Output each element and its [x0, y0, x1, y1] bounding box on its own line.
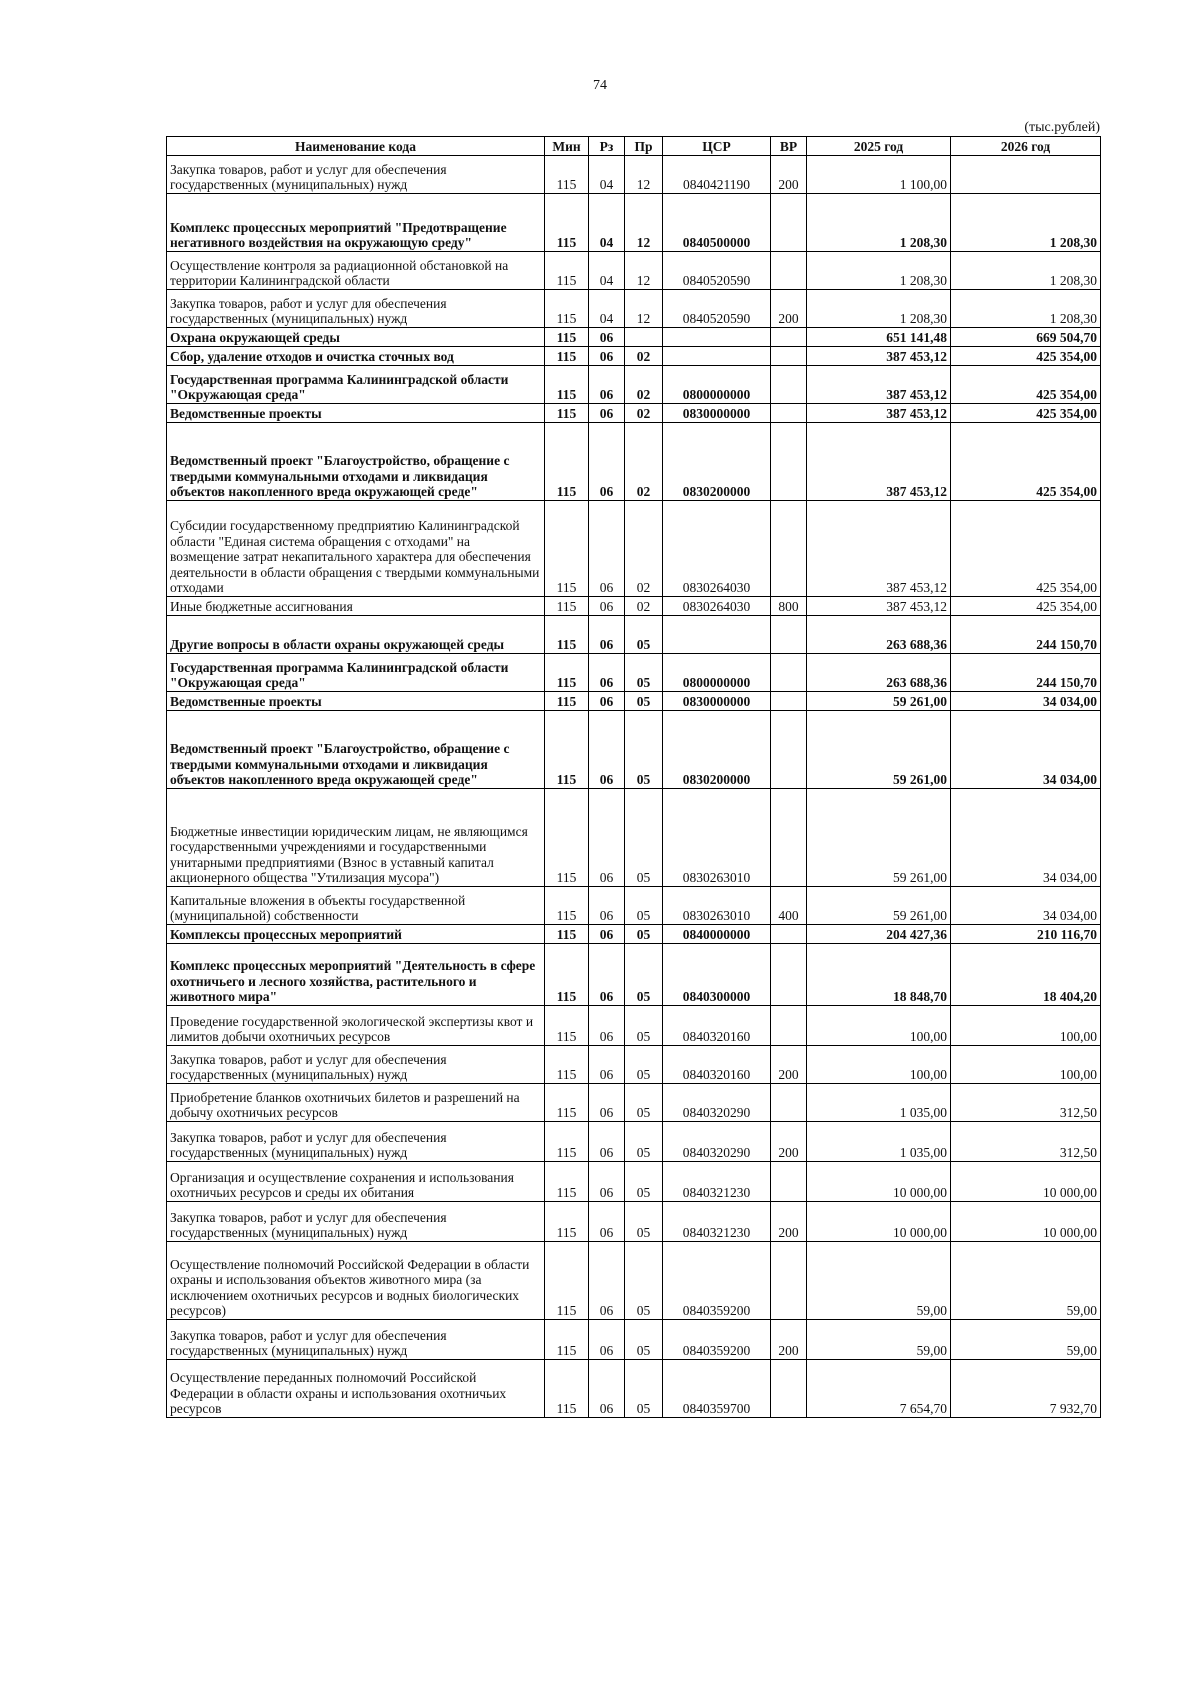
cell-min: 115 — [545, 423, 589, 501]
header-2025: 2025 год — [807, 137, 951, 156]
table-row — [167, 1046, 1101, 1084]
cell-csr: 0830263010 — [663, 789, 771, 887]
cell-min: 115 — [545, 1202, 589, 1242]
header-2026: 2026 год — [951, 137, 1101, 156]
header-csr: ЦСР — [663, 137, 771, 156]
cell-y2026: 34 034,00 — [951, 887, 1101, 925]
cell-name: Организация и осуществление сохранения и использования охотничьих ресурсов и среды их обитания — [167, 1162, 545, 1202]
cell-name: Комплекс процессных мероприятий "Предотвращение негативного воздействия на окружающую среду" — [167, 194, 545, 252]
cell-vr — [771, 711, 807, 789]
cell-y2025: 59 261,00 — [807, 711, 951, 789]
header-rz: Рз — [589, 137, 625, 156]
cell-min: 115 — [545, 1360, 589, 1418]
cell-pr: 12 — [625, 252, 663, 290]
cell-name: Комплекс процессных мероприятий "Деятельность в сфере охотничьего и лесного хозяйства, растительного и животного мира" — [167, 944, 545, 1006]
cell-y2025: 7 654,70 — [807, 1360, 951, 1418]
cell-y2026: 59,00 — [951, 1320, 1101, 1360]
cell-y2025: 1 208,30 — [807, 290, 951, 328]
cell-pr: 12 — [625, 194, 663, 252]
cell-csr: 0840321230 — [663, 1202, 771, 1242]
cell-y2026: 425 354,00 — [951, 347, 1101, 366]
table-body — [167, 156, 1101, 1418]
cell-min: 115 — [545, 501, 589, 597]
cell-rz: 04 — [589, 252, 625, 290]
cell-name: Ведомственные проекты — [167, 692, 545, 711]
table-row — [167, 1122, 1101, 1162]
cell-vr — [771, 252, 807, 290]
cell-csr — [663, 347, 771, 366]
cell-y2026: 1 208,30 — [951, 194, 1101, 252]
cell-name: Капитальные вложения в объекты государственной (муниципальной) собственности — [167, 887, 545, 925]
cell-csr — [663, 616, 771, 654]
cell-csr: 0830200000 — [663, 711, 771, 789]
cell-min: 115 — [545, 1320, 589, 1360]
cell-pr: 05 — [625, 944, 663, 1006]
cell-y2025: 387 453,12 — [807, 501, 951, 597]
cell-rz: 06 — [589, 654, 625, 692]
cell-name: Осуществление контроля за радиационной обстановкой на территории Калининградской области — [167, 252, 545, 290]
cell-min: 115 — [545, 1084, 589, 1122]
cell-pr: 02 — [625, 423, 663, 501]
cell-rz: 06 — [589, 1202, 625, 1242]
cell-name: Закупка товаров, работ и услуг для обеспечения государственных (муниципальных) нужд — [167, 1202, 545, 1242]
table-row — [167, 1084, 1101, 1122]
cell-y2025: 10 000,00 — [807, 1202, 951, 1242]
table-row — [167, 1006, 1101, 1046]
cell-y2026: 210 116,70 — [951, 925, 1101, 944]
table-row — [167, 654, 1101, 692]
cell-csr: 0840520590 — [663, 290, 771, 328]
cell-rz: 06 — [589, 711, 625, 789]
cell-vr — [771, 944, 807, 1006]
cell-name: Закупка товаров, работ и услуг для обеспечения государственных (муниципальных) нужд — [167, 156, 545, 194]
cell-rz: 04 — [589, 290, 625, 328]
cell-rz: 06 — [589, 404, 625, 423]
budget-table — [166, 136, 1101, 1418]
cell-name: Осуществление полномочий Российской Федерации в области охраны и использования объектов животного мира (за исключением охотничьих ресурсов и водных биологических ресурсов) — [167, 1242, 545, 1320]
table-row — [167, 1320, 1101, 1360]
cell-y2025: 1 208,30 — [807, 194, 951, 252]
cell-min: 115 — [545, 366, 589, 404]
cell-y2025: 1 035,00 — [807, 1084, 951, 1122]
cell-csr: 0830000000 — [663, 404, 771, 423]
cell-y2025: 18 848,70 — [807, 944, 951, 1006]
table-row — [167, 1242, 1101, 1320]
cell-name: Закупка товаров, работ и услуг для обеспечения государственных (муниципальных) нужд — [167, 1046, 545, 1084]
cell-y2026: 59,00 — [951, 1242, 1101, 1320]
cell-name: Ведомственный проект "Благоустройство, обращение с твердыми коммунальными отходами и ликвидация объектов накопленного вреда окружающей среде" — [167, 423, 545, 501]
table-row — [167, 404, 1101, 423]
table-row — [167, 156, 1101, 194]
cell-name: Проведение государственной экологической экспертизы квот и лимитов добычи охотничьих ресурсов — [167, 1006, 545, 1046]
cell-vr — [771, 501, 807, 597]
cell-rz: 06 — [589, 616, 625, 654]
table-row — [167, 597, 1101, 616]
cell-csr: 0840321230 — [663, 1162, 771, 1202]
cell-rz: 06 — [589, 1046, 625, 1084]
cell-vr — [771, 194, 807, 252]
cell-csr: 0840500000 — [663, 194, 771, 252]
cell-min: 115 — [545, 692, 589, 711]
cell-csr: 0840320160 — [663, 1006, 771, 1046]
cell-vr: 400 — [771, 887, 807, 925]
cell-rz: 06 — [589, 1162, 625, 1202]
cell-vr: 200 — [771, 1122, 807, 1162]
cell-min: 115 — [545, 887, 589, 925]
cell-y2026: 1 208,30 — [951, 252, 1101, 290]
cell-min: 115 — [545, 1242, 589, 1320]
cell-y2026: 244 150,70 — [951, 654, 1101, 692]
cell-vr: 800 — [771, 597, 807, 616]
cell-name: Бюджетные инвестиции юридическим лицам, не являющимся государственными учреждениями и государственными унитарными предприятиями (Взнос в уставный капитал акционерного общества "Утилизация мусора") — [167, 789, 545, 887]
cell-y2026: 669 504,70 — [951, 328, 1101, 347]
cell-y2026: 34 034,00 — [951, 789, 1101, 887]
table-row — [167, 711, 1101, 789]
cell-min: 115 — [545, 194, 589, 252]
cell-vr: 200 — [771, 1320, 807, 1360]
cell-vr — [771, 616, 807, 654]
cell-csr: 0840320290 — [663, 1122, 771, 1162]
cell-name: Комплексы процессных мероприятий — [167, 925, 545, 944]
cell-y2025: 59 261,00 — [807, 887, 951, 925]
cell-rz: 06 — [589, 328, 625, 347]
table-row — [167, 290, 1101, 328]
cell-vr — [771, 692, 807, 711]
cell-y2025: 263 688,36 — [807, 616, 951, 654]
table-row — [167, 944, 1101, 1006]
cell-csr: 0830263010 — [663, 887, 771, 925]
cell-csr: 0840300000 — [663, 944, 771, 1006]
cell-y2025: 1 100,00 — [807, 156, 951, 194]
cell-y2025: 651 141,48 — [807, 328, 951, 347]
header-pr: Пр — [625, 137, 663, 156]
cell-pr: 05 — [625, 925, 663, 944]
cell-vr — [771, 404, 807, 423]
cell-min: 115 — [545, 597, 589, 616]
table-row — [167, 194, 1101, 252]
cell-min: 115 — [545, 616, 589, 654]
cell-min: 115 — [545, 252, 589, 290]
cell-y2026 — [951, 156, 1101, 194]
cell-y2026: 34 034,00 — [951, 692, 1101, 711]
cell-pr: 05 — [625, 1006, 663, 1046]
cell-name: Охрана окружающей среды — [167, 328, 545, 347]
cell-rz: 06 — [589, 925, 625, 944]
cell-y2026: 425 354,00 — [951, 404, 1101, 423]
cell-y2026: 425 354,00 — [951, 597, 1101, 616]
cell-csr: 0840320160 — [663, 1046, 771, 1084]
cell-y2025: 387 453,12 — [807, 366, 951, 404]
cell-y2026: 10 000,00 — [951, 1162, 1101, 1202]
cell-y2025: 263 688,36 — [807, 654, 951, 692]
cell-name: Осуществление переданных полномочий Российской Федерации в области охраны и использования охотничьих ресурсов — [167, 1360, 545, 1418]
cell-min: 115 — [545, 404, 589, 423]
cell-name: Иные бюджетные ассигнования — [167, 597, 545, 616]
cell-y2026: 10 000,00 — [951, 1202, 1101, 1242]
cell-vr — [771, 1162, 807, 1202]
cell-pr: 05 — [625, 1046, 663, 1084]
table-row — [167, 1202, 1101, 1242]
cell-vr — [771, 328, 807, 347]
cell-y2025: 1 208,30 — [807, 252, 951, 290]
cell-csr: 0830000000 — [663, 692, 771, 711]
cell-name: Государственная программа Калининградской области "Окружающая среда" — [167, 366, 545, 404]
cell-vr: 200 — [771, 1202, 807, 1242]
cell-name: Приобретение бланков охотничьих билетов и разрешений на добычу охотничьих ресурсов — [167, 1084, 545, 1122]
cell-rz: 06 — [589, 1122, 625, 1162]
cell-y2025: 1 035,00 — [807, 1122, 951, 1162]
cell-y2025: 59,00 — [807, 1320, 951, 1360]
cell-min: 115 — [545, 1162, 589, 1202]
table-row — [167, 925, 1101, 944]
cell-min: 115 — [545, 1046, 589, 1084]
cell-rz: 06 — [589, 1320, 625, 1360]
cell-y2025: 100,00 — [807, 1006, 951, 1046]
cell-min: 115 — [545, 944, 589, 1006]
cell-vr — [771, 789, 807, 887]
cell-name: Закупка товаров, работ и услуг для обеспечения государственных (муниципальных) нужд — [167, 1122, 545, 1162]
cell-y2026: 100,00 — [951, 1046, 1101, 1084]
cell-csr: 0830264030 — [663, 597, 771, 616]
cell-vr: 200 — [771, 156, 807, 194]
cell-rz: 06 — [589, 1006, 625, 1046]
cell-rz: 04 — [589, 194, 625, 252]
cell-name: Ведомственные проекты — [167, 404, 545, 423]
table-row — [167, 887, 1101, 925]
table-row — [167, 789, 1101, 887]
cell-y2026: 18 404,20 — [951, 944, 1101, 1006]
cell-pr: 05 — [625, 692, 663, 711]
cell-min: 115 — [545, 654, 589, 692]
cell-vr: 200 — [771, 1046, 807, 1084]
table-row — [167, 1162, 1101, 1202]
table-header-row — [167, 137, 1101, 156]
cell-min: 115 — [545, 347, 589, 366]
cell-rz: 06 — [589, 1360, 625, 1418]
cell-min: 115 — [545, 1006, 589, 1046]
table-row — [167, 1360, 1101, 1418]
cell-y2026: 425 354,00 — [951, 423, 1101, 501]
cell-y2025: 204 427,36 — [807, 925, 951, 944]
cell-y2025: 100,00 — [807, 1046, 951, 1084]
cell-rz: 06 — [589, 944, 625, 1006]
cell-pr: 05 — [625, 1122, 663, 1162]
cell-csr: 0840000000 — [663, 925, 771, 944]
cell-vr — [771, 366, 807, 404]
header-name: Наименование кода — [167, 137, 545, 156]
cell-csr: 0840520590 — [663, 252, 771, 290]
cell-name: Другие вопросы в области охраны окружающей среды — [167, 616, 545, 654]
cell-y2026: 312,50 — [951, 1122, 1101, 1162]
table-row — [167, 616, 1101, 654]
table-row — [167, 328, 1101, 347]
cell-min: 115 — [545, 711, 589, 789]
cell-rz: 06 — [589, 1242, 625, 1320]
cell-rz: 04 — [589, 156, 625, 194]
table-row — [167, 501, 1101, 597]
cell-y2026: 1 208,30 — [951, 290, 1101, 328]
cell-y2026: 244 150,70 — [951, 616, 1101, 654]
cell-pr: 02 — [625, 501, 663, 597]
cell-y2025: 59 261,00 — [807, 789, 951, 887]
cell-min: 115 — [545, 156, 589, 194]
cell-min: 115 — [545, 789, 589, 887]
cell-pr: 05 — [625, 654, 663, 692]
cell-vr — [771, 1006, 807, 1046]
cell-y2026: 312,50 — [951, 1084, 1101, 1122]
cell-pr: 05 — [625, 616, 663, 654]
cell-pr: 05 — [625, 1242, 663, 1320]
table-row — [167, 692, 1101, 711]
cell-name: Сбор, удаление отходов и очистка сточных вод — [167, 347, 545, 366]
cell-pr: 02 — [625, 597, 663, 616]
cell-pr: 02 — [625, 347, 663, 366]
cell-min: 115 — [545, 328, 589, 347]
cell-pr: 02 — [625, 366, 663, 404]
cell-pr: 05 — [625, 1320, 663, 1360]
cell-csr: 0840320290 — [663, 1084, 771, 1122]
cell-name: Государственная программа Калининградской области "Окружающая среда" — [167, 654, 545, 692]
cell-pr: 05 — [625, 1202, 663, 1242]
cell-y2026: 100,00 — [951, 1006, 1101, 1046]
cell-y2025: 59,00 — [807, 1242, 951, 1320]
cell-vr — [771, 1084, 807, 1122]
cell-name: Закупка товаров, работ и услуг для обеспечения государственных (муниципальных) нужд — [167, 1320, 545, 1360]
table-row — [167, 252, 1101, 290]
cell-rz: 06 — [589, 789, 625, 887]
cell-csr: 0800000000 — [663, 654, 771, 692]
cell-y2025: 387 453,12 — [807, 404, 951, 423]
cell-pr: 12 — [625, 156, 663, 194]
cell-vr — [771, 423, 807, 501]
cell-y2025: 387 453,12 — [807, 423, 951, 501]
table-row — [167, 366, 1101, 404]
cell-pr: 05 — [625, 711, 663, 789]
cell-csr: 0830200000 — [663, 423, 771, 501]
units-label: (тыс.рублей) — [1024, 120, 1100, 135]
cell-y2025: 59 261,00 — [807, 692, 951, 711]
cell-y2026: 34 034,00 — [951, 711, 1101, 789]
cell-min: 115 — [545, 925, 589, 944]
cell-csr: 0840359200 — [663, 1242, 771, 1320]
header-vr: ВР — [771, 137, 807, 156]
cell-min: 115 — [545, 290, 589, 328]
cell-name: Субсидии государственному предприятию Калининградской области "Единая система обращения с отходами" на возмещение затрат некапитального характера для обеспечения деятельности в области обращения с твердыми коммунальными отходами — [167, 501, 545, 597]
cell-name: Ведомственный проект "Благоустройство, обращение с твердыми коммунальными отходами и ликвидация объектов накопленного вреда окружающей среде" — [167, 711, 545, 789]
cell-rz: 06 — [589, 347, 625, 366]
cell-pr: 05 — [625, 1084, 663, 1122]
cell-vr — [771, 1242, 807, 1320]
header-min: Мин — [545, 137, 589, 156]
cell-pr: 05 — [625, 789, 663, 887]
cell-rz: 06 — [589, 887, 625, 925]
cell-pr: 02 — [625, 404, 663, 423]
cell-csr: 0800000000 — [663, 366, 771, 404]
cell-rz: 06 — [589, 1084, 625, 1122]
cell-rz: 06 — [589, 597, 625, 616]
cell-pr: 05 — [625, 887, 663, 925]
page-number: 74 — [593, 78, 607, 93]
cell-pr: 12 — [625, 290, 663, 328]
cell-name: Закупка товаров, работ и услуг для обеспечения государственных (муниципальных) нужд — [167, 290, 545, 328]
cell-csr: 0830264030 — [663, 501, 771, 597]
cell-csr: 0840359700 — [663, 1360, 771, 1418]
cell-pr — [625, 328, 663, 347]
cell-rz: 06 — [589, 501, 625, 597]
cell-csr: 0840359200 — [663, 1320, 771, 1360]
cell-vr — [771, 654, 807, 692]
cell-y2025: 387 453,12 — [807, 347, 951, 366]
cell-y2026: 425 354,00 — [951, 366, 1101, 404]
cell-y2025: 10 000,00 — [807, 1162, 951, 1202]
cell-rz: 06 — [589, 366, 625, 404]
table-row — [167, 423, 1101, 501]
cell-rz: 06 — [589, 692, 625, 711]
cell-csr — [663, 328, 771, 347]
cell-y2025: 387 453,12 — [807, 597, 951, 616]
cell-pr: 05 — [625, 1360, 663, 1418]
cell-vr — [771, 1360, 807, 1418]
cell-rz: 06 — [589, 423, 625, 501]
cell-y2026: 7 932,70 — [951, 1360, 1101, 1418]
cell-y2026: 425 354,00 — [951, 501, 1101, 597]
cell-vr: 200 — [771, 290, 807, 328]
cell-min: 115 — [545, 1122, 589, 1162]
cell-csr: 0840421190 — [663, 156, 771, 194]
table-row — [167, 347, 1101, 366]
cell-vr — [771, 347, 807, 366]
cell-pr: 05 — [625, 1162, 663, 1202]
cell-vr — [771, 925, 807, 944]
